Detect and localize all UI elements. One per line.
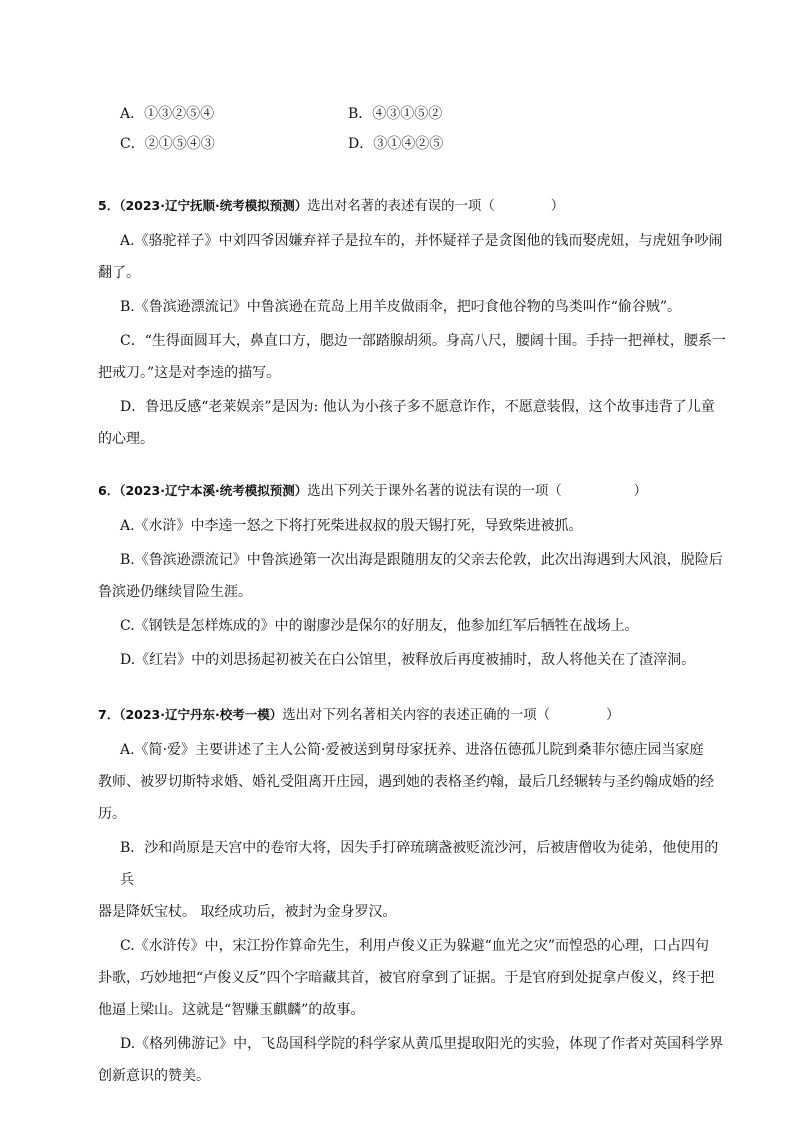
question-number: 5． [98,198,120,213]
option-a[interactable]: A．①③②⑤④ [120,106,215,122]
choice-text-cont: 卦歌，巧妙地把“卢俊义反”四个字暗藏其首，被官府拿到了证据。于是官府到处捉拿卢俊义，终于把 [98,970,715,986]
choice-b[interactable] [98,544,728,608]
choice-text-cont: 教师、被罗切斯特求婚、婚礼受阻离开庄园，遇到她的表格圣约翰，最后几经辗转与圣约翰成婚的经历。 [98,774,714,822]
choice-text-cont: 把戒刀。”这是对李逵的描写。 [98,365,281,381]
choice-text-cont: 器是降妖宝杖。 取经成功后，被封为金身罗汉。 [98,904,397,920]
choice-text: A.《水浒》中李逵一怒之下将打死柴进叔叔的殷天锡打死，导致柴进被抓。 [120,518,583,534]
question-header [98,195,728,217]
choice-text: C．“生得面圆耳大，鼻直口方，腮边一部踏腺胡须。身高八尺，腰阔十围。手持一把禅杖，腰系一 [120,333,726,349]
question-5 [98,195,728,455]
choice-d[interactable] [98,391,728,455]
option-c[interactable]: C．②①⑤④③ [120,136,215,152]
question-number: 7． [98,707,120,722]
question-close: ） [633,484,648,499]
choice-d[interactable] [98,1028,728,1092]
choice-text: A.《骆驼祥子》中刘四爷因嫌弃祥子是拉车的，并怀疑祥子是贪图他的钱而娶虎妞，与虎妞争吵闹 [120,233,723,249]
choice-text-cont: 的心理。 [98,431,154,447]
choice-text: C.《水浒传》中，宋江扮作算命先生，利用卢俊义正为躲避“血光之灾”而惶恐的心理，口占四句 [120,938,709,954]
question-header [98,480,728,502]
choice-c[interactable] [98,930,728,1026]
choice-text: D．鲁迅反感“老莱娱亲”是因为: 他认为小孩子多不愿意诈作，不愿意装假，这个故事违背了儿童 [120,399,715,415]
question-close: ） [606,708,620,723]
choice-text-cont: 创新意识的赞美。 [98,1068,210,1084]
choice-text: B.《鲁滨逊漂流记》中鲁滨逊第一次出海是跟随朋友的父亲去伦敦，此次出海遇到大风浪，脱险后 [120,552,723,568]
choice-text: B．沙和尚原是天宫中的卷帘大将，因失手打碎琉璃盏被贬流沙河，后被唐僧收为徒弟，他使用的兵 [120,840,719,888]
choice-text-cont: 鲁滨逊仍继续冒险生涯。 [98,584,252,600]
choice-text: A.《简·爱》主要讲述了主人公简·爱被送到舅母家抚养、进洛伍德孤儿院到桑菲尔德庄园当家庭 [120,742,704,758]
question-number: 6． [98,483,120,498]
choice-text: D.《红岩》中的刘思扬起初被关在白公馆里，被释放后再度被捕时，敌人将他关在了渣滓洞。 [120,652,696,668]
question-header [98,704,728,726]
choice-text-cont: 他逼上梁山。这就是“智赚玉麒麟”的故事。 [98,1002,365,1018]
question-source: （2023·辽宁丹东·校考一模） [119,707,283,722]
question-source: （2023·辽宁抚顺·统考模拟预测） [119,198,308,213]
choice-a[interactable] [98,510,728,542]
choice-b[interactable] [98,832,728,928]
choice-text: C.《钢铁是怎样炼成的》中的谢廖沙是保尔的好朋友，他参加红军后牺牲在战场上。 [120,618,639,634]
choice-b[interactable] [98,291,728,323]
choice-c[interactable] [98,610,728,642]
choice-text: D.《格列佛游记》中，飞岛国科学院的科学家从黄瓜里提取阳光的实验，体现了作者对英国科学界 [120,1036,724,1052]
question-stem: 选出下列关于课外名著的说法有误的一项（ [307,484,562,499]
choice-c[interactable] [98,325,728,389]
choice-d[interactable] [98,644,728,676]
question-7 [98,704,728,1092]
question-stem: 选出对名著的表述有误的一项（ [307,199,495,214]
choice-text: B.《鲁滨逊漂流记》中鲁滨逊在荒岛上用羊皮做雨伞，把叼食他谷物的鸟类叫作“偷谷贼”。 [120,299,682,315]
question-6 [98,480,728,676]
option-b[interactable]: B．④③①⑤② [348,106,443,122]
option-d[interactable]: D．③①④②⑤ [348,136,444,152]
question-stem: 选出对下列名著相关内容的表述正确的一项（ [282,708,551,723]
choice-a[interactable] [98,734,728,830]
choice-a[interactable] [98,225,728,289]
choice-text-cont: 翻了。 [98,265,140,281]
question-close: ） [550,199,565,214]
question-source: （2023·辽宁本溪·统考模拟预测） [119,483,308,498]
